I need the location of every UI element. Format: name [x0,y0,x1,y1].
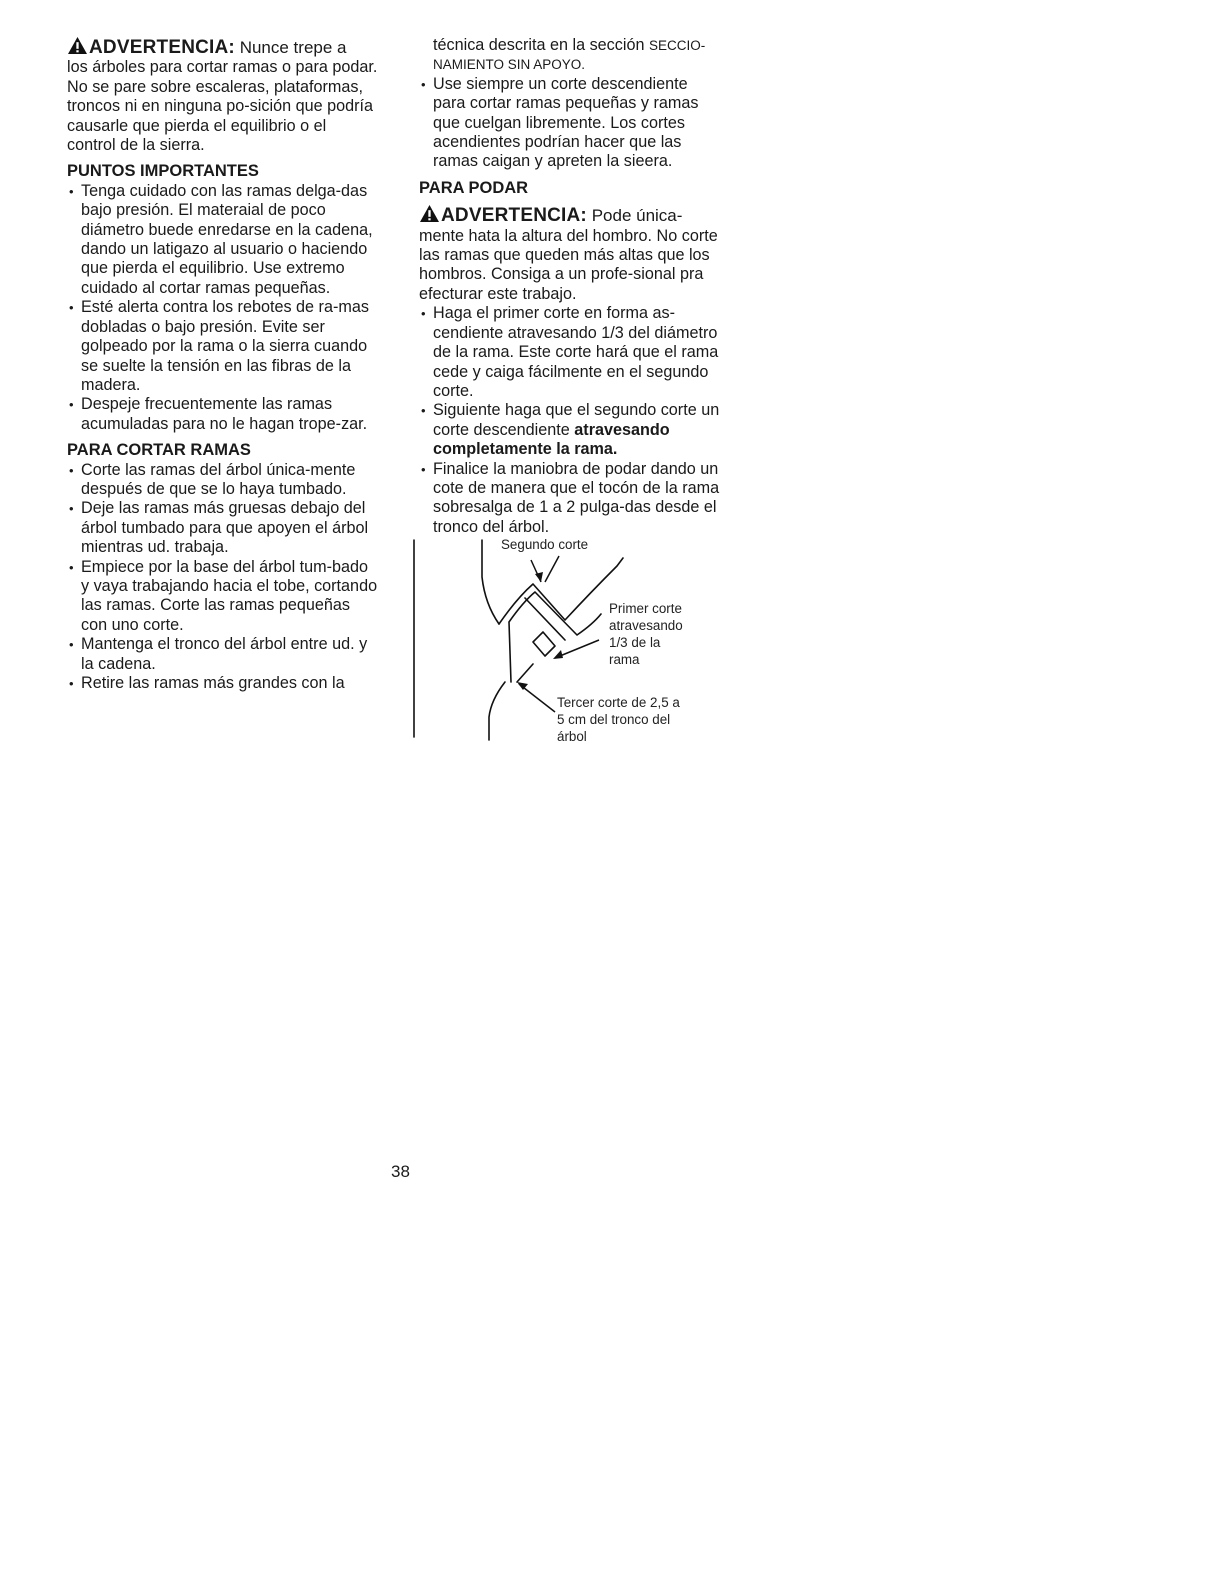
label-line: rama [609,652,640,667]
label-line: 1/3 de la [609,635,661,650]
trunk-edge-upper [482,540,499,624]
list-item: • Finalice la maniobra de podar dando un cote de manera que el tocón de la rama sobresalga de 1 a 2 pulga-das desde el tronco del árbol. [419,460,724,538]
label-primer-corte [609,600,683,668]
label-line: Tercer corte de 2,5 a [557,695,680,710]
list-item-bold-text: atravesando completamente la rama. [433,420,670,459]
list-item: • Despeje frecuentemente las ramas acumuladas para no le hagan trope-zar. [67,395,379,434]
warning-first-text: Pode única- [586,206,683,226]
label-tercer-corte [557,694,680,745]
list-item [419,401,724,459]
section-heading-puntos: PUNTOS IMPORTANTES [67,162,259,181]
list-item: • Tenga cuidado con las ramas delga-das bajo presión. El materaial de poco diámetro buede enredarse en la cadena, dando un latigazo al usuario o haciendo que pierda el equilibrio. Use extremo cuidado al cortar ramas pequeñas. [67,182,379,298]
warning-triangle-icon [67,36,88,55]
label-segundo-corte: Segundo corte [501,537,589,552]
pruning-cuts-diagram [405,532,725,747]
warning-paragraph-pruning [419,204,724,304]
warning-title: ADVERTENCIA: [89,37,235,58]
branch-upper-edge [499,558,623,624]
left-column [67,36,379,693]
label-line: atravesando [609,618,683,633]
list-item: • Use siempre un corte descendiente para cortar ramas pequeñas y ramas que cuelgan libremente. Los cortes acendientes podrían hacer que las ramas caigan y apreten la sieera. [419,75,724,172]
section-reference: SECCIO-NAMIENTO SIN APOYO. [433,38,706,73]
warning-first-line [419,206,682,225]
warning-first-text: Nunce trepe a [234,38,347,57]
branch-stub-edge [517,664,533,682]
label-line: Primer corte [609,601,682,616]
label-line: 5 cm del tronco del [557,712,671,727]
list-item: • Haga el primer corte en forma as-cendiente atravesando 1/3 del diámetro de la rama. Este corte hará que el rama cede y caiga fácilmente en el segundo corte. [419,304,724,401]
arrow-segundo-head [535,572,543,582]
warning-title: ADVERTENCIA: [441,205,587,227]
section-heading-podar: PARA PODAR [419,178,529,197]
continuation-paragraph [419,36,724,75]
arrow-segundo-2-shaft [545,556,559,582]
warning-first-line [67,38,346,57]
branch-lower-edge [509,592,601,682]
puntos-list [67,182,379,434]
list-item-text: Siguiente haga que el segundo corte un corte descendiente [433,401,720,439]
trunk-edge-lower [489,682,505,740]
cut-groove-first [533,632,555,656]
right-column [419,36,724,537]
list-item: • Empiece por la base del árbol tum-bado y vaya trabajando hacia el tobe, cortando las ramas. Corte las ramas pequeñas con uno corte. [67,558,379,636]
list-item: • Mantenga el tronco del árbol entre ud. y la cadena. [67,635,379,674]
podar-list [419,304,724,537]
warning-body-text: mente hata la altura del hombro. No corte las ramas que queden más altas que los hombros. Consiga a un profe-sional pra efecturar este trabajo. [419,226,718,303]
arrow-primer-head [553,650,563,659]
list-item: • Esté alerta contra los rebotes de ra-mas dobladas o bajo presión. Evite ser golpeado por la rama o la sierra cuando se suelte la tensión en las fibras de la madera. [67,298,379,395]
list-item: • Retire las ramas más grandes con la [67,674,379,693]
label-line: árbol [557,729,587,744]
page-number: 38 [391,1162,410,1181]
continuation-list [419,75,724,172]
section-heading-cortar-ramas: PARA CORTAR RAMAS [67,441,251,460]
continuation-text: técnica descrita en la sección [433,36,649,54]
warning-body-text: los árboles para cortar ramas o para podar. No se pare sobre escaleras, plataformas, troncos ni en ninguna po-sición que podría causarle que pierda el equilibrio o el control de la sierra. [67,58,378,155]
list-item: • Corte las ramas del árbol única-mente después de que se lo haya tumbado. [67,461,379,500]
warning-paragraph-climbing [67,36,379,155]
cortar-ramas-list [67,461,379,694]
warning-triangle-icon [419,204,440,223]
list-item: • Deje las ramas más gruesas debajo del árbol tumbado para que apoyen el árbol mientras ud. trabaja. [67,499,379,557]
